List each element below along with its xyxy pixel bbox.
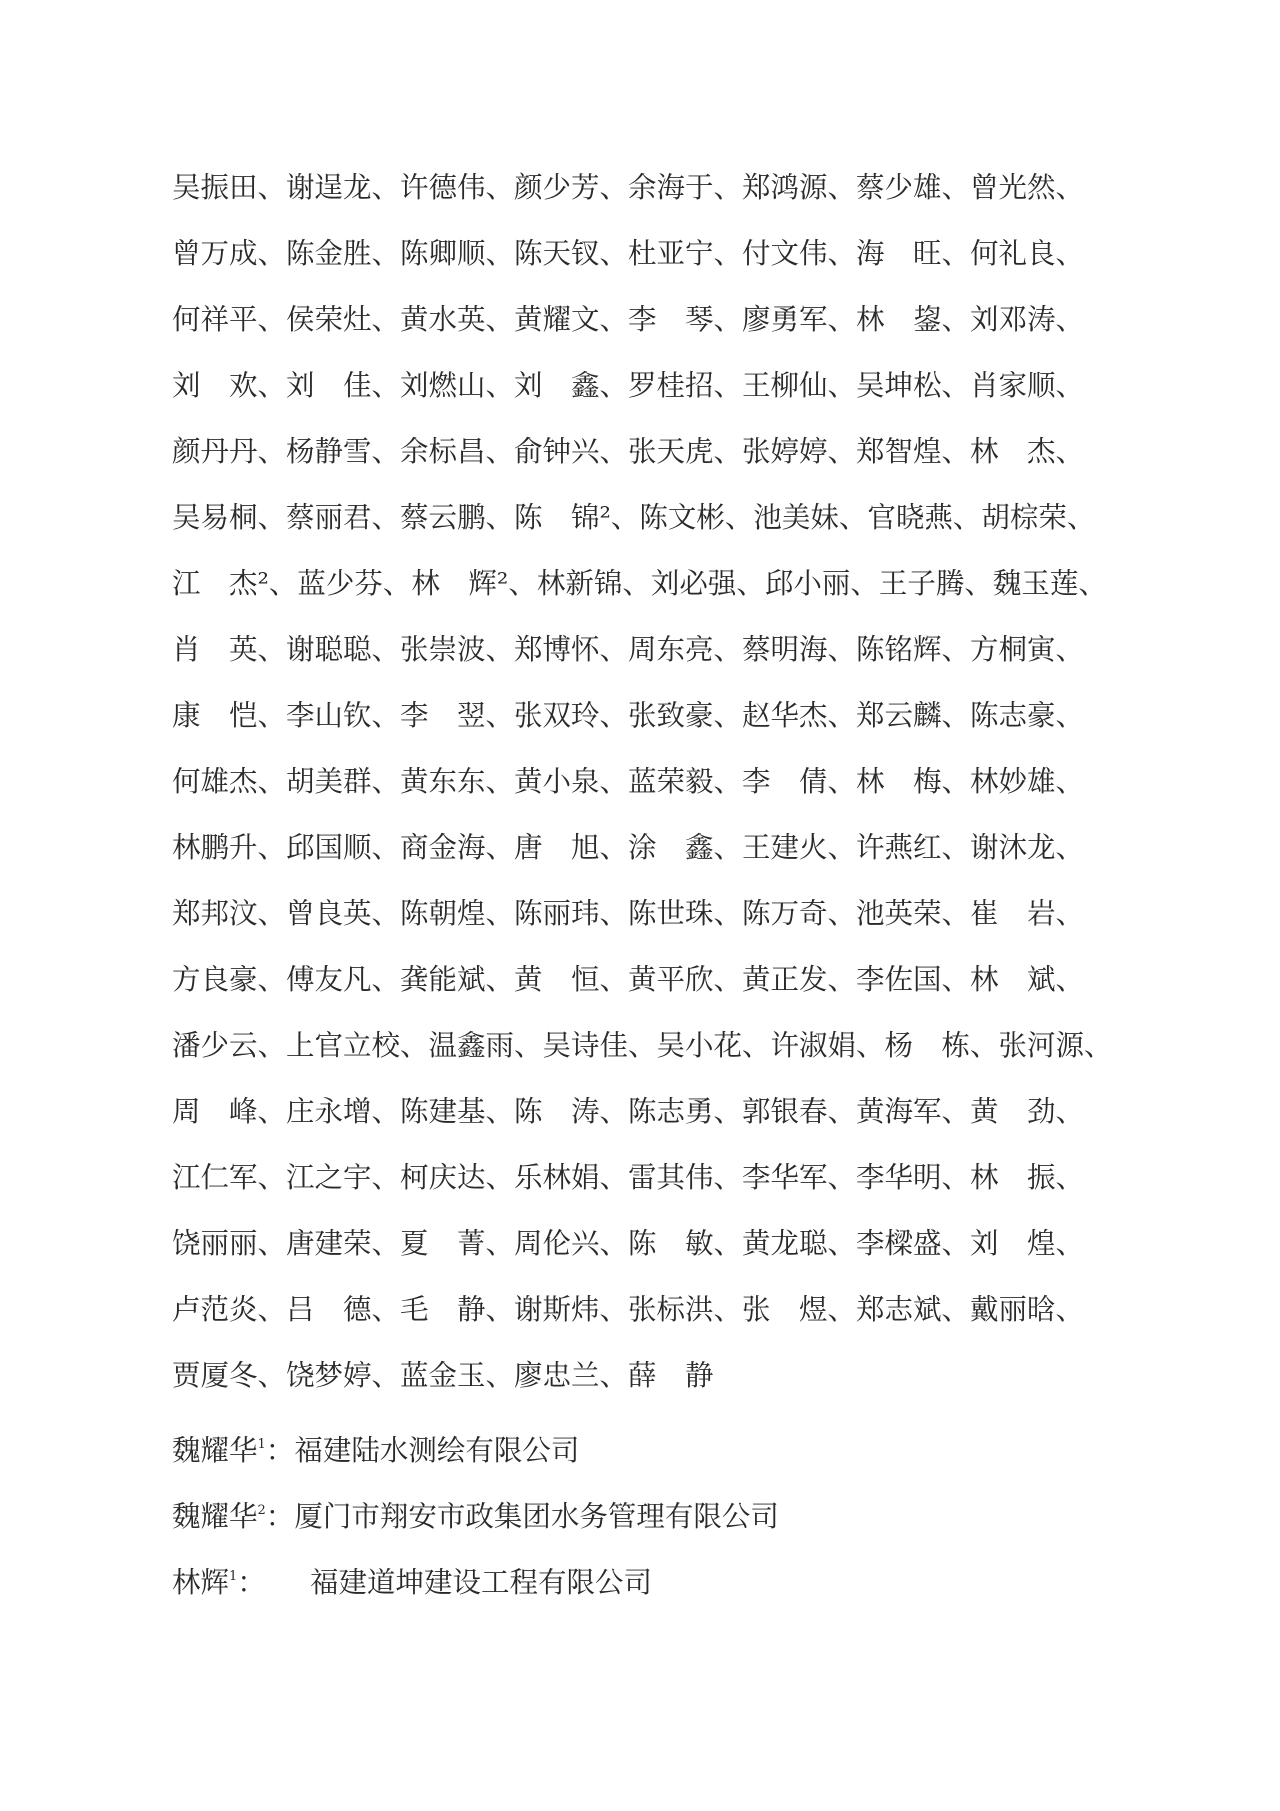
footnotes — [172, 1425, 1132, 1623]
name-line: 郑邦汶、曾良英、陈朝煌、陈丽玮、陈世珠、陈万奇、池英荣、崔 岩、 — [172, 897, 1085, 930]
footnote-line — [172, 1557, 1132, 1623]
footnote-org: 厦门市翔安市政集团水务管理有限公司 — [294, 1500, 779, 1533]
name-line: 饶丽丽、唐建荣、夏 菁、周伦兴、陈 敏、黄龙聪、李樑盛、刘 煌、 — [172, 1227, 1085, 1260]
name-line: 何雄杰、胡美群、黄东东、黄小泉、蓝荣毅、李 倩、林 梅、林妙雄、 — [172, 765, 1085, 798]
footnote-colon: ： — [265, 1434, 295, 1467]
name-line: 林鹏升、邱国顺、商金海、唐 旭、涂 鑫、王建火、许燕红、谢沐龙、 — [172, 831, 1085, 864]
name-line: 吴振田、谢逞龙、许德伟、颜少芳、余海于、郑鸿源、蔡少雄、曾光然、 — [172, 171, 1085, 204]
name-line: 江 杰²、蓝少芬、林 辉²、林新锦、刘必强、邱小丽、王子腾、魏玉莲、 — [172, 567, 1107, 600]
name-line: 康 恺、李山钦、李 翌、张双玲、张致豪、赵华杰、郑云麟、陈志豪、 — [172, 699, 1085, 732]
footnote-org: 福建陆水测绘有限公司 — [294, 1434, 580, 1467]
footnote-org: 福建道坤建设工程有限公司 — [310, 1566, 653, 1599]
footnote-mark: 1 — [257, 1437, 266, 1452]
name-line: 肖 英、谢聪聪、张崇波、郑博怀、周东亮、蔡明海、陈铭辉、方桐寅、 — [172, 633, 1085, 666]
footnote-colon: ： — [265, 1500, 295, 1533]
name-line: 贾厦冬、饶梦婷、蓝金玉、廖忠兰、薛 静 — [172, 1359, 714, 1392]
footnote-label — [172, 1557, 310, 1609]
name-line: 方良豪、傅友凡、龚能斌、黄 恒、黄平欣、黄正发、李佐国、林 斌、 — [172, 963, 1085, 996]
footnote-line — [172, 1491, 1132, 1557]
name-line: 何祥平、侯荣灶、黄水英、黄耀文、李 琴、廖勇军、林 鋆、刘邓涛、 — [172, 303, 1085, 336]
footnote-colon: ： — [237, 1566, 266, 1599]
name-line: 颜丹丹、杨静雪、余标昌、俞钟兴、张天虎、张婷婷、郑智煌、林 杰、 — [172, 435, 1085, 468]
name-line: 曾万成、陈金胜、陈卿顺、陈天钗、杜亚宁、付文伟、海 旺、何礼良、 — [172, 237, 1085, 270]
name-line: 周 峰、庄永增、陈建基、陈 涛、陈志勇、郭银春、黄海军、黄 劲、 — [172, 1095, 1085, 1128]
name-line: 卢范炎、吕 德、毛 静、谢斯炜、张标洪、张 煜、郑志斌、戴丽晗、 — [172, 1293, 1085, 1326]
name-line: 潘少云、上官立校、温鑫雨、吴诗佳、吴小花、许淑娟、杨 栋、张河源、 — [172, 1029, 1113, 1062]
name-line: 江仁军、江之宇、柯庆达、乐林娟、雷其伟、李华军、李华明、林 振、 — [172, 1161, 1085, 1194]
footnote-name: 魏耀华 — [172, 1434, 258, 1467]
name-list — [172, 162, 1132, 1416]
footnote-name: 魏耀华 — [172, 1500, 258, 1533]
name-line: 刘 欢、刘 佳、刘燃山、刘 鑫、罗桂招、王柳仙、吴坤松、肖家顺、 — [172, 369, 1085, 402]
footnote-line — [172, 1425, 1132, 1491]
footnote-name: 林辉 — [172, 1566, 230, 1599]
footnote-mark: 2 — [257, 1503, 266, 1518]
name-line: 吴易桐、蔡丽君、蔡云鹏、陈 锦²、陈文彬、池美妹、官晓燕、胡棕荣、 — [172, 501, 1096, 534]
footnote-mark: 1 — [229, 1569, 238, 1584]
